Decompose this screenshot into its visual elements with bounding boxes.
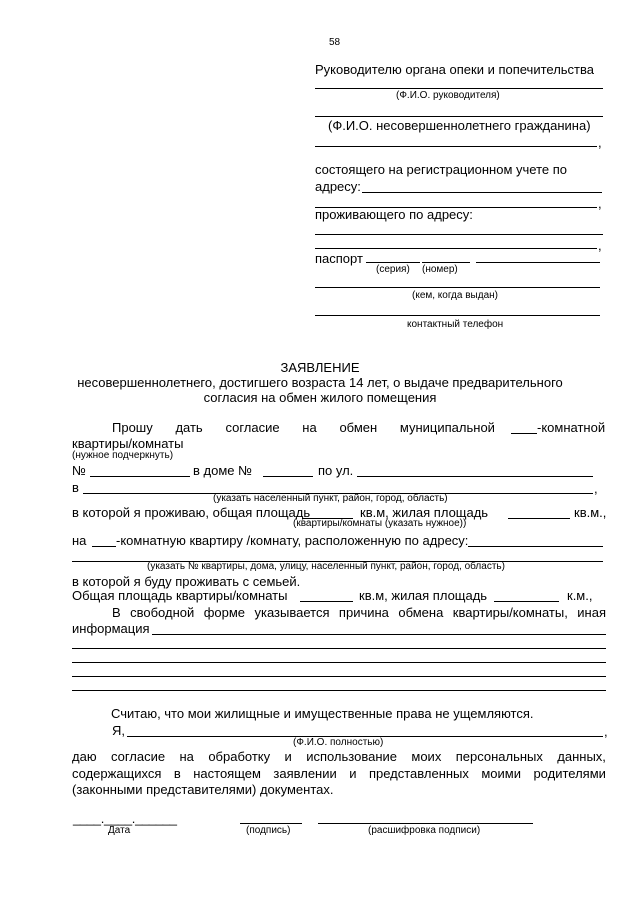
head-name-caption: (Ф.И.О. руководителя) [396, 90, 500, 101]
sqm-label-2: к.м., [567, 588, 593, 603]
agree-line [72, 750, 606, 763]
minor-name-line[interactable] [315, 116, 603, 117]
new-rooms-count-line[interactable] [92, 546, 116, 547]
new-living-area-line[interactable] [494, 601, 559, 602]
word: и [284, 749, 292, 764]
signature-line[interactable] [240, 823, 302, 824]
document-heading: ЗАЯВЛЕНИЕ [280, 360, 360, 375]
phone-caption: контактный телефон [407, 319, 504, 330]
information-line[interactable] [72, 662, 606, 663]
signature-decode-line[interactable] [318, 823, 533, 824]
word: на [179, 749, 194, 764]
residing-address-line-2[interactable] [315, 248, 597, 249]
will-live-text: в которой я буду проживать с семьей. [72, 574, 301, 589]
registered-address-line[interactable] [362, 192, 602, 193]
word: согласие [225, 420, 280, 435]
word: данных, [557, 749, 606, 764]
comma: , [594, 481, 598, 496]
word: дать [175, 420, 203, 435]
sqm-living-label: кв.м, жилая площадь [360, 505, 489, 520]
word: и [349, 766, 357, 781]
date-field[interactable]: ____.____.______ [73, 811, 177, 826]
word: содержащихся [72, 766, 162, 781]
total-area-label: Общая площадь квартиры/комнаты [72, 588, 288, 603]
information-line[interactable] [152, 634, 606, 635]
word: использование [306, 749, 397, 764]
address-caption: (указать № квартиры, дома, улицу, населенный пункт, район, город, область) [147, 561, 505, 572]
word: Прошу [112, 420, 153, 435]
registered-line2: адресу: [315, 179, 361, 194]
contained-line [72, 767, 606, 780]
passport-series-line[interactable] [366, 262, 420, 263]
title-line1: несовершеннолетнего, достигшего возраста 14 лет, о выдаче предварительного [77, 375, 563, 390]
word: на [302, 420, 317, 435]
underline-hint: (нужное подчеркнуть) [72, 450, 174, 461]
word: заявлении [273, 766, 337, 781]
signature-decode-caption: (расшифровка подписи) [368, 825, 481, 836]
new-address-line[interactable] [468, 546, 603, 547]
word: настоящем [193, 766, 261, 781]
series-caption: (серия) [376, 264, 410, 275]
word: персональных [455, 749, 543, 764]
flat-number-line[interactable] [90, 476, 190, 477]
passport-number-line[interactable] [422, 262, 470, 263]
comma: , [598, 135, 602, 150]
word: представленных [368, 766, 469, 781]
i-label: Я, [112, 723, 125, 738]
minor-name-line-2[interactable] [315, 146, 597, 147]
rooms-count-line[interactable] [511, 433, 537, 434]
passport-extra-line[interactable] [476, 262, 600, 263]
flat-or-room: квартиры/комнаты [72, 436, 184, 451]
date-caption: Дата [108, 825, 131, 836]
word: обмен [339, 420, 378, 435]
not-infringed-text: Считаю, что мои жилищные и имущественные права не ущемляются. [111, 706, 534, 721]
page-number: 58 [329, 37, 341, 48]
comma: , [604, 724, 608, 739]
place-caption: (указать населенный пункт, район, город, область) [213, 493, 448, 504]
free-form-text: В свободной форме указывается причина обмена квартиры/комнаты, иная [112, 605, 606, 620]
registered-line1: состоящего на регистрационном учете по [315, 162, 567, 177]
live-area-label: в которой я проживаю, общая площадь [72, 505, 311, 520]
legal-reps-text: (законными представителями) документах. [72, 782, 334, 797]
street-line[interactable] [357, 476, 593, 477]
sqm-living-label-2: кв.м, жилая площадь [359, 588, 488, 603]
residing-address-line[interactable] [315, 234, 603, 235]
signature-caption: (подпись) [246, 825, 291, 836]
comma: , [598, 196, 602, 211]
request-line [112, 421, 495, 434]
house-number-line[interactable] [263, 476, 313, 477]
issued-by-line[interactable] [315, 287, 600, 288]
residing-label: проживающего по адресу: [315, 207, 473, 222]
addressee: Руководителю органа опеки и попечительства [315, 62, 594, 77]
street-label: по ул. [318, 463, 354, 478]
sqm-label: кв.м., [574, 505, 607, 520]
comma: , [598, 238, 602, 253]
flat-caption: (квартиры/комнаты (указать нужное)) [293, 518, 467, 529]
issued-caption: (кем, когда выдан) [412, 290, 498, 301]
word: даю [72, 749, 97, 764]
information-line[interactable] [72, 690, 606, 691]
word: моих [411, 749, 442, 764]
living-area-line[interactable] [508, 518, 570, 519]
passport-label: паспорт [315, 251, 363, 266]
word: родителями [533, 766, 606, 781]
word: муниципальной [399, 420, 495, 435]
word: обработку [208, 749, 271, 764]
new-total-area-line[interactable] [300, 601, 353, 602]
information-line[interactable] [72, 676, 606, 677]
in-house-label: в доме № [193, 463, 253, 478]
number-caption: (номер) [422, 264, 458, 275]
to-word: на [72, 533, 87, 548]
full-name-caption: (Ф.И.О. полностью) [293, 737, 384, 748]
phone-line[interactable] [315, 315, 600, 316]
information-label: информация [72, 621, 150, 636]
number-sign: № [72, 463, 86, 478]
head-name-line[interactable] [315, 88, 603, 89]
word: моими [481, 766, 521, 781]
title-line2: согласия на обмен жилого помещения [203, 390, 437, 405]
to-rest-label: -комнатную квартиру /комнату, расположенную по адресу: [116, 533, 469, 548]
information-line[interactable] [72, 648, 606, 649]
word: согласие [110, 749, 166, 764]
in-place-label: в [72, 480, 79, 495]
word: в [173, 766, 181, 781]
rooms-suffix: -комнатной [537, 420, 606, 435]
minor-name-caption: (Ф.И.О. несовершеннолетнего гражданина) [328, 118, 591, 133]
